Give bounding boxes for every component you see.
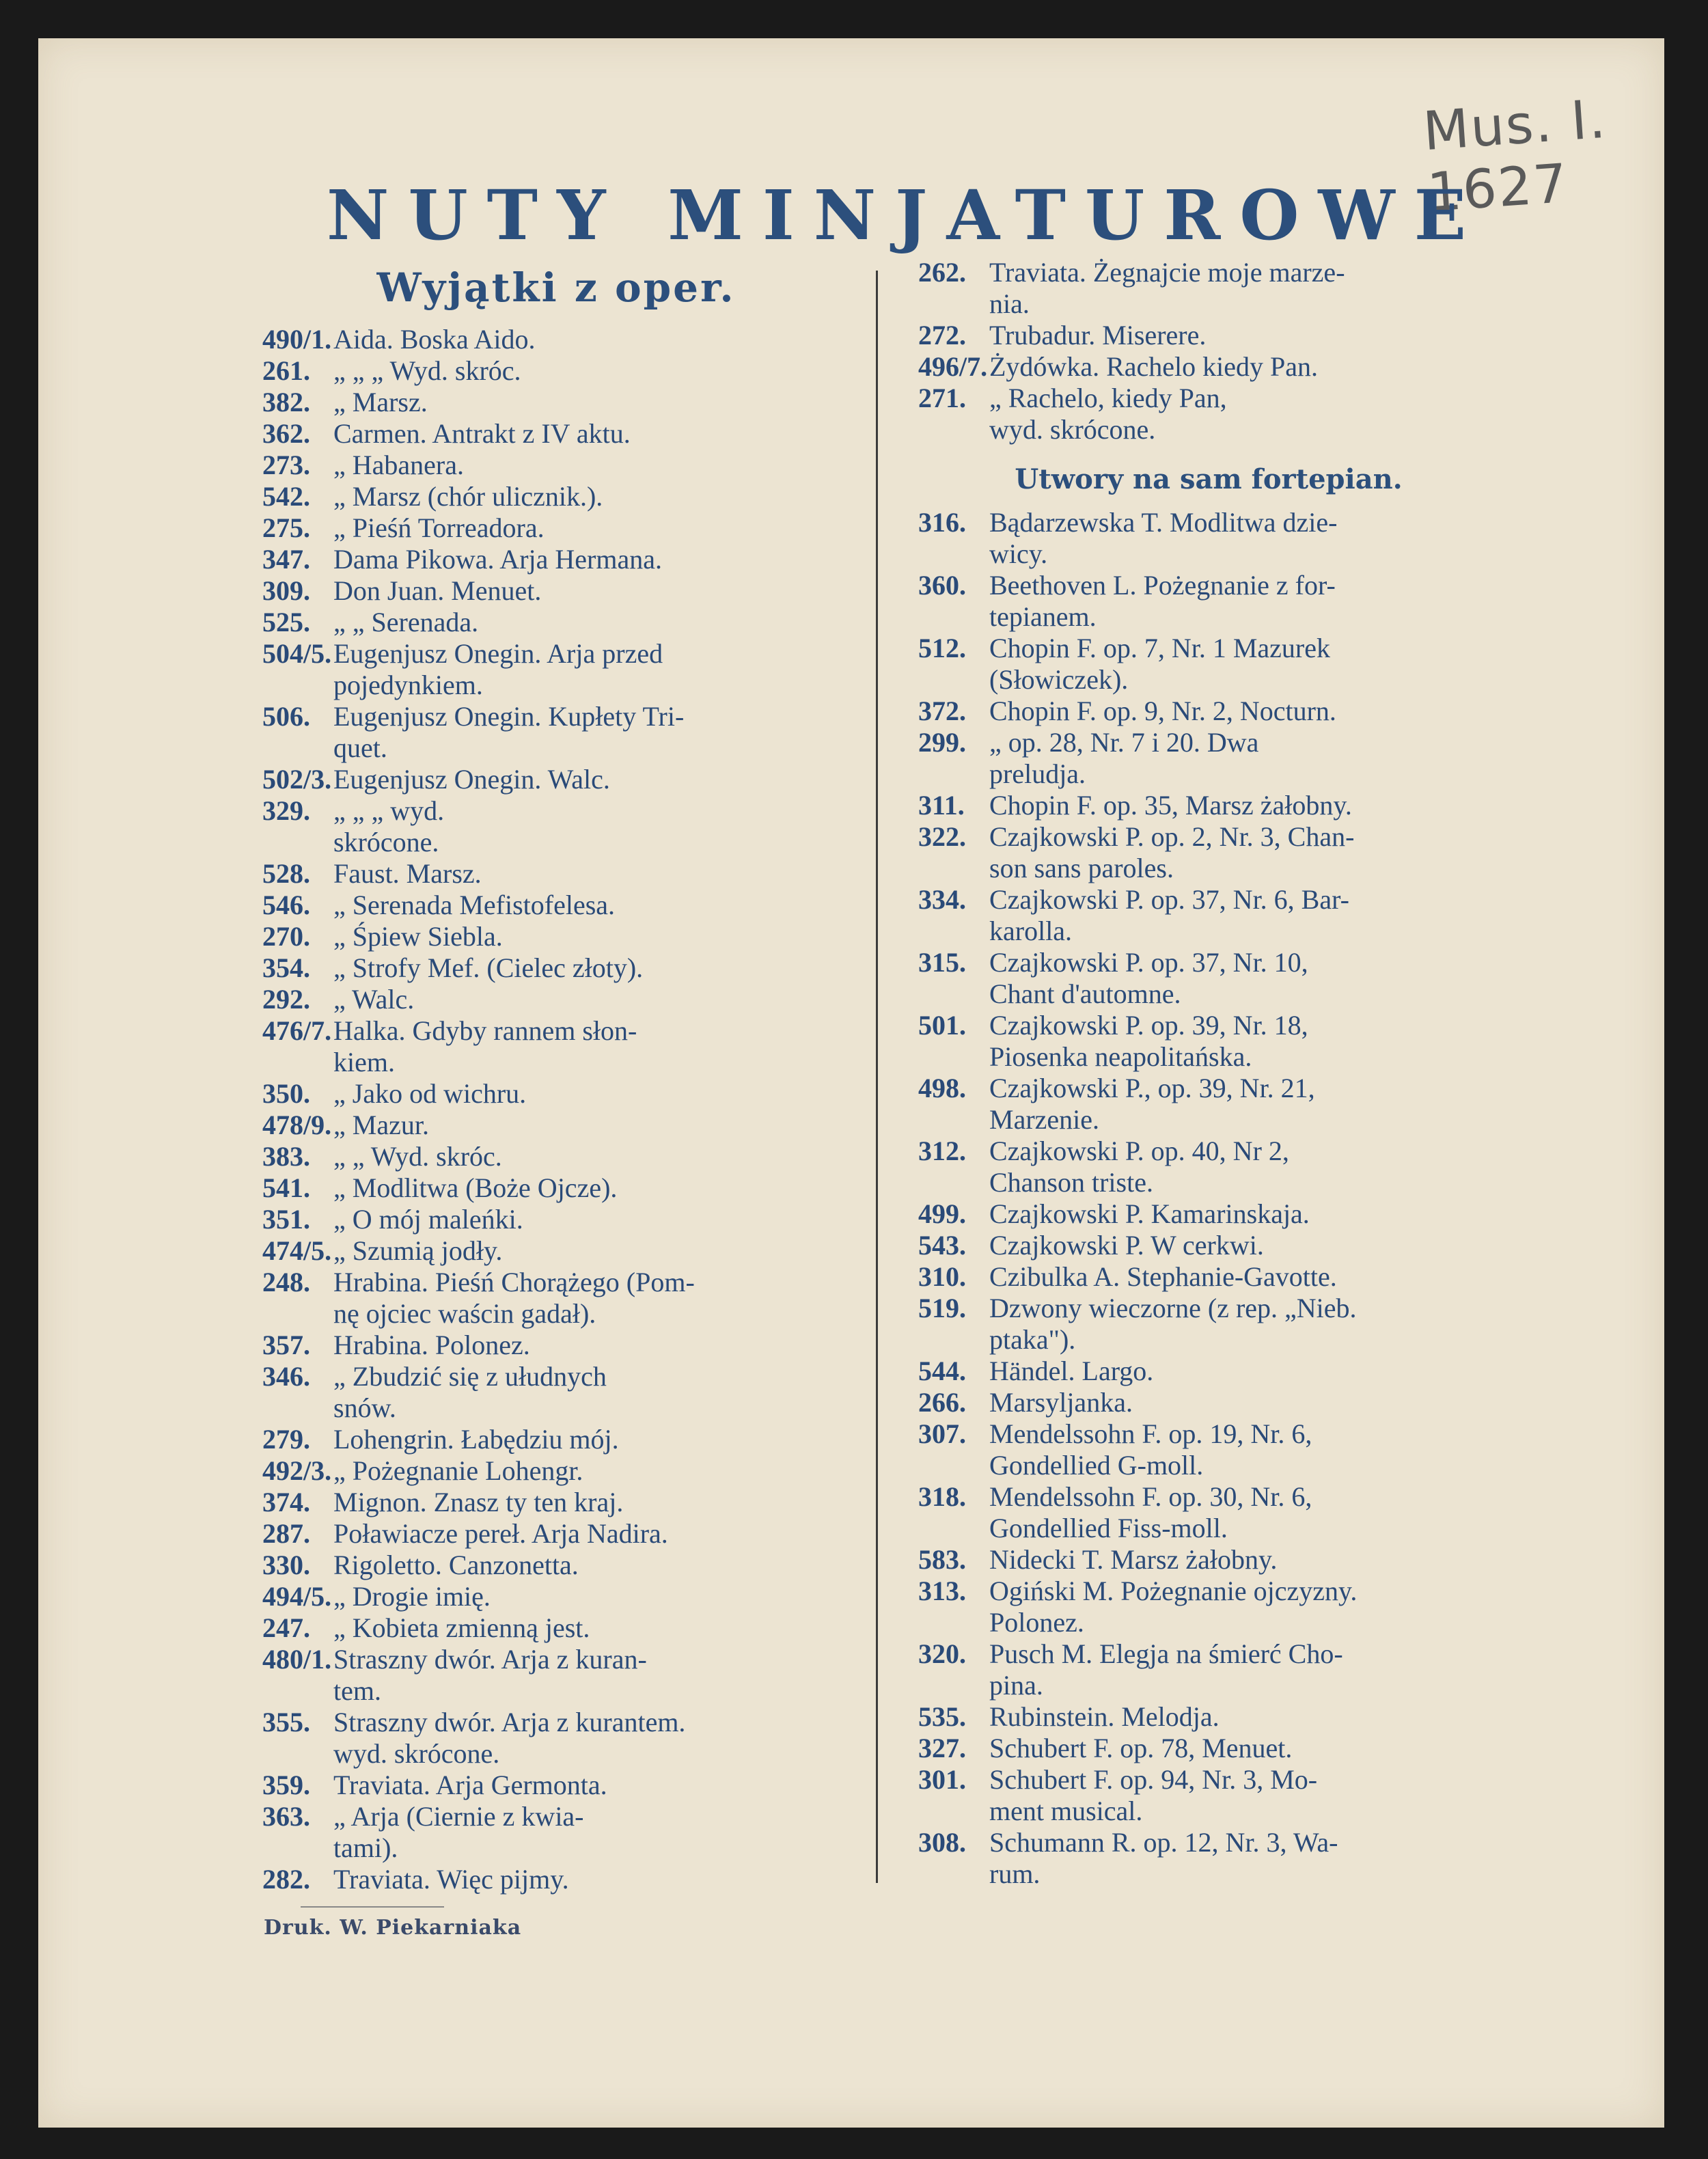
- catalog-number: 261.: [262, 355, 310, 386]
- catalog-number: 273.: [262, 450, 310, 480]
- catalog-title: pina.: [989, 1670, 1043, 1701]
- catalog-title: „ Modlitwa (Boże Ojcze).: [333, 1172, 618, 1203]
- catalog-title: Schumann R. op. 12, Nr. 3, Wa-: [989, 1827, 1338, 1858]
- catalog-title: kiem.: [333, 1047, 395, 1077]
- catalog-title: Trubadur. Miserere.: [989, 320, 1207, 350]
- catalog-number: 287.: [262, 1518, 310, 1549]
- catalog-entry-continuation: [918, 916, 1499, 947]
- catalog-number: 383.: [262, 1141, 310, 1172]
- catalog-number: 312.: [918, 1136, 966, 1166]
- catalog-number: 247.: [262, 1612, 310, 1643]
- catalog-title: nia.: [989, 288, 1030, 319]
- catalog-entry: [262, 575, 850, 607]
- catalog-entry: [262, 858, 850, 890]
- catalog-entry: [918, 727, 1499, 758]
- catalog-entry: [262, 1581, 850, 1612]
- catalog-entry: [262, 607, 850, 638]
- catalog-title: son sans paroles.: [989, 853, 1174, 883]
- catalog-entry-continuation: [918, 664, 1499, 696]
- catalog-title: Czajkowski P. op. 40, Nr 2,: [989, 1136, 1289, 1166]
- catalog-number: 318.: [918, 1481, 966, 1512]
- piano-works-list: [918, 507, 1499, 1890]
- catalog-title: Rubinstein. Melodja.: [989, 1701, 1220, 1732]
- catalog-title: skrócone.: [333, 827, 439, 857]
- catalog-entry: [262, 355, 850, 387]
- column-divider: [876, 271, 878, 1883]
- catalog-number: 307.: [918, 1418, 966, 1449]
- opera-excerpts-list: [262, 324, 850, 1895]
- catalog-title: „ Walc.: [333, 984, 415, 1015]
- catalog-entry: [918, 696, 1499, 727]
- catalog-number: 541.: [262, 1172, 310, 1203]
- catalog-title: Dama Pikowa. Arja Hermana.: [333, 544, 662, 575]
- catalog-entry-continuation: [918, 1324, 1499, 1356]
- catalog-number: 279.: [262, 1424, 310, 1455]
- catalog-title: Chopin F. op. 35, Marsz żałobny.: [989, 790, 1352, 821]
- catalog-number: 359.: [262, 1770, 310, 1800]
- catalog-title: Carmen. Antrakt z IV aktu.: [333, 418, 631, 449]
- catalog-entry: [918, 1764, 1499, 1796]
- catalog-number: 476/7.: [262, 1015, 332, 1046]
- catalog-entry-continuation: [262, 1738, 850, 1770]
- catalog-number: 502/3.: [262, 764, 332, 795]
- catalog-title: wicy.: [989, 538, 1048, 569]
- catalog-title: Schubert F. op. 78, Menuet.: [989, 1733, 1293, 1763]
- catalog-entry-continuation: [262, 732, 850, 764]
- catalog-number: 350.: [262, 1078, 310, 1109]
- catalog-entry: [262, 1110, 850, 1141]
- catalog-number: 535.: [918, 1701, 966, 1732]
- catalog-entry: [262, 890, 850, 921]
- catalog-entry: [262, 418, 850, 450]
- catalog-title: Faust. Marsz.: [333, 858, 482, 889]
- catalog-entry-continuation: [918, 538, 1499, 570]
- catalog-entry: [918, 351, 1499, 383]
- catalog-entry: [918, 257, 1499, 288]
- catalog-entry: [918, 633, 1499, 664]
- catalog-entry-continuation: [918, 1858, 1499, 1890]
- catalog-title: „ O mój maleńki.: [333, 1204, 523, 1235]
- catalog-entry: [262, 1770, 850, 1801]
- catalog-title: Czajkowski P. op. 39, Nr. 18,: [989, 1010, 1308, 1041]
- catalog-entry: [262, 1864, 850, 1895]
- catalog-title: Mendelssohn F. op. 30, Nr. 6,: [989, 1481, 1312, 1512]
- catalog-entry: [918, 1010, 1499, 1041]
- catalog-title: „ Serenada Mefistofelesa.: [333, 890, 616, 920]
- catalog-number: 494/5.: [262, 1581, 332, 1612]
- catalog-entry: [918, 1387, 1499, 1418]
- catalog-entry: [918, 570, 1499, 601]
- catalog-title: „ Drogie imię.: [333, 1581, 491, 1612]
- catalog-entry-continuation: [918, 978, 1499, 1010]
- catalog-title: Eugenjusz Onegin. Kupłety Tri-: [333, 701, 685, 732]
- catalog-entry: [262, 1487, 850, 1518]
- catalog-number: 528.: [262, 858, 310, 889]
- catalog-title: Czibulka A. Stephanie-Gavotte.: [989, 1261, 1337, 1292]
- catalog-title: quet.: [333, 732, 387, 763]
- catalog-title: Traviata. Arja Germonta.: [333, 1770, 607, 1800]
- catalog-title: „ Jako od wichru.: [333, 1078, 527, 1109]
- catalog-title: Bądarzewska T. Modlitwa dzie-: [989, 507, 1338, 538]
- catalog-number: 583.: [918, 1544, 966, 1575]
- catalog-title: ptaka").: [989, 1324, 1076, 1355]
- catalog-entry-continuation: [918, 1513, 1499, 1544]
- catalog-number: 498.: [918, 1073, 966, 1103]
- catalog-title: tepianem.: [989, 601, 1097, 632]
- catalog-entry: [262, 1707, 850, 1738]
- catalog-number: 546.: [262, 890, 310, 920]
- catalog-entry-continuation: [262, 827, 850, 858]
- opera-excerpts-column: [262, 257, 850, 1895]
- catalog-entry: [262, 1330, 850, 1361]
- catalog-title: Rigoletto. Canzonetta.: [333, 1550, 579, 1580]
- catalog-entry: [262, 638, 850, 670]
- catalog-entry: [918, 884, 1499, 916]
- opera-excerpts-continued-list: [918, 257, 1499, 445]
- catalog-entry: [262, 1361, 850, 1392]
- catalog-title: Mendelssohn F. op. 19, Nr. 6,: [989, 1418, 1312, 1449]
- catalog-entry: [262, 1455, 850, 1487]
- catalog-entry: [262, 1518, 850, 1550]
- catalog-entry: [262, 1267, 850, 1298]
- catalog-title: Czajkowski P. op. 2, Nr. 3, Chan-: [989, 821, 1355, 852]
- catalog-title: preludja.: [989, 758, 1086, 789]
- catalog-entry: [262, 450, 850, 481]
- catalog-entry: [918, 1356, 1499, 1387]
- catalog-entry-continuation: [262, 1047, 850, 1078]
- catalog-title: Czajkowski P. op. 37, Nr. 6, Bar-: [989, 884, 1349, 915]
- catalog-title: Händel. Largo.: [989, 1356, 1154, 1386]
- catalog-entry-continuation: [262, 1298, 850, 1330]
- catalog-title: Eugenjusz Onegin. Arja przed: [333, 638, 663, 669]
- catalog-entry-continuation: [918, 1104, 1499, 1136]
- catalog-number: 327.: [918, 1733, 966, 1763]
- catalog-entry-continuation: [918, 1041, 1499, 1073]
- catalog-number: 506.: [262, 701, 310, 732]
- catalog-title: Dzwony wieczorne (z rep. „Nieb.: [989, 1293, 1357, 1323]
- catalog-title: Poławiacze pereł. Arja Nadira.: [333, 1518, 668, 1549]
- catalog-entry: [262, 387, 850, 418]
- catalog-number: 311.: [918, 790, 965, 821]
- catalog-entry-continuation: [262, 1832, 850, 1864]
- piano-works-column: [918, 257, 1499, 1890]
- catalog-title: Traviata. Żegnajcie moje marze-: [989, 257, 1345, 288]
- piano-works-heading: Utwory na sam fortepian.: [1015, 463, 1403, 495]
- catalog-number: 357.: [262, 1330, 310, 1360]
- catalog-title: Czajkowski P. op. 37, Nr. 10,: [989, 947, 1308, 978]
- catalog-entry: [918, 1733, 1499, 1764]
- catalog-number: 374.: [262, 1487, 310, 1517]
- catalog-number: 308.: [918, 1827, 966, 1858]
- catalog-number: 330.: [262, 1550, 310, 1580]
- catalog-title: „ Kobieta zmienną jest.: [333, 1612, 590, 1643]
- catalog-title: Chopin F. op. 9, Nr. 2, Nocturn.: [989, 696, 1336, 726]
- catalog-number: 292.: [262, 984, 310, 1015]
- opera-excerpts-heading: Wyjątki z oper.: [376, 264, 736, 311]
- catalog-title: Czajkowski P. Kamarinskaja.: [989, 1198, 1310, 1229]
- catalog-number: 363.: [262, 1801, 310, 1832]
- catalog-number: 504/5.: [262, 638, 332, 669]
- catalog-entry-continuation: [918, 758, 1499, 790]
- catalog-title: Nidecki T. Marsz żałobny.: [989, 1544, 1278, 1575]
- catalog-title: „ Zbudzić się z ułudnych: [333, 1361, 607, 1392]
- catalog-title: Czajkowski P. W cerkwi.: [989, 1230, 1264, 1261]
- catalog-entry: [262, 1424, 850, 1455]
- catalog-entry-continuation: [918, 1670, 1499, 1701]
- catalog-title: „ Pożegnanie Lohengr.: [333, 1455, 583, 1486]
- catalog-entry: [918, 383, 1499, 414]
- catalog-title: Gondellied Fiss-moll.: [989, 1513, 1228, 1543]
- catalog-entry: [262, 512, 850, 544]
- catalog-entry: [262, 921, 850, 952]
- catalog-number: 543.: [918, 1230, 966, 1261]
- catalog-entry: [262, 1235, 850, 1267]
- catalog-title: „ „ Wyd. skróc.: [333, 1141, 502, 1172]
- catalog-entry-continuation: [918, 601, 1499, 633]
- catalog-number: 501.: [918, 1010, 966, 1041]
- catalog-title: karolla.: [989, 916, 1073, 946]
- catalog-entry: [262, 1644, 850, 1675]
- catalog-entry: [918, 1293, 1499, 1324]
- catalog-title: pojedynkiem.: [333, 670, 483, 700]
- catalog-title: Marsyljanka.: [989, 1387, 1133, 1418]
- catalog-title: „ op. 28, Nr. 7 i 20. Dwa: [989, 727, 1259, 758]
- catalog-entry: [918, 1638, 1499, 1670]
- catalog-number: 512.: [918, 633, 966, 663]
- catalog-number: 322.: [918, 821, 966, 852]
- catalog-entry: [262, 544, 850, 575]
- catalog-title: „ Śpiew Siebla.: [333, 921, 503, 952]
- catalog-entry: [918, 821, 1499, 853]
- catalog-title: nę ojciec waścin gadał).: [333, 1298, 596, 1329]
- catalog-entry: [918, 1544, 1499, 1576]
- catalog-entry-continuation: [918, 1167, 1499, 1198]
- catalog-title: Straszny dwór. Arja z kuran-: [333, 1644, 647, 1675]
- catalog-title: Traviata. Więc pijmy.: [333, 1864, 569, 1895]
- catalog-entry: [918, 790, 1499, 821]
- catalog-title: Schubert F. op. 94, Nr. 3, Mo-: [989, 1764, 1318, 1795]
- catalog-entry-continuation: [918, 1450, 1499, 1481]
- catalog-number: 372.: [918, 696, 966, 726]
- catalog-number: 346.: [262, 1361, 310, 1392]
- catalog-number: 315.: [918, 947, 966, 978]
- catalog-entry: [262, 764, 850, 795]
- catalog-title: rum.: [989, 1858, 1041, 1889]
- catalog-entry: [262, 1015, 850, 1047]
- catalog-entry: [262, 1141, 850, 1172]
- catalog-entry: [262, 481, 850, 512]
- catalog-number: 544.: [918, 1356, 966, 1386]
- catalog-title: „ Szumią jodły.: [333, 1235, 503, 1266]
- catalog-entry: [918, 1576, 1499, 1607]
- catalog-entry: [918, 1073, 1499, 1104]
- catalog-entry: [918, 1701, 1499, 1733]
- catalog-number: 490/1.: [262, 324, 332, 355]
- catalog-number: 320.: [918, 1638, 966, 1669]
- catalog-number: 313.: [918, 1576, 966, 1606]
- catalog-title: Aida. Boska Aido.: [333, 324, 536, 355]
- catalog-title: Chanson triste.: [989, 1167, 1153, 1198]
- catalog-title: tami).: [333, 1832, 398, 1863]
- catalog-number: 301.: [918, 1764, 966, 1795]
- catalog-title: „ „ Serenada.: [333, 607, 479, 637]
- catalog-entry: [262, 984, 850, 1015]
- catalog-number: 282.: [262, 1864, 310, 1895]
- catalog-title: Czajkowski P., op. 39, Nr. 21,: [989, 1073, 1315, 1103]
- catalog-number: 382.: [262, 387, 310, 417]
- catalog-title: tem.: [333, 1675, 381, 1706]
- catalog-number: 299.: [918, 727, 966, 758]
- catalog-number: 355.: [262, 1707, 310, 1737]
- page-title: NUTY MINJATUROWE: [327, 175, 1485, 256]
- catalog-title: „ Arja (Ciernie z kwia-: [333, 1801, 584, 1832]
- catalog-entry: [262, 952, 850, 984]
- catalog-entry: [918, 1261, 1499, 1293]
- shelfmark-annotation: Mus. I. 1627: [1421, 88, 1609, 224]
- catalog-title: Ogiński M. Pożegnanie ojczyzny.: [989, 1576, 1358, 1606]
- catalog-number: 496/7.: [918, 351, 988, 382]
- catalog-title: „ Marsz.: [333, 387, 428, 417]
- catalog-title: Mignon. Znasz ty ten kraj.: [333, 1487, 624, 1517]
- catalog-title: Lohengrin. Łabędziu mój.: [333, 1424, 619, 1455]
- catalog-entry-continuation: [918, 288, 1499, 320]
- catalog-entry: [918, 1198, 1499, 1230]
- catalog-entry: [262, 1078, 850, 1110]
- catalog-entry: [262, 795, 850, 827]
- catalog-title: (Słowiczek).: [989, 664, 1129, 695]
- catalog-number: 316.: [918, 507, 966, 538]
- catalog-title: Halka. Gdyby rannem słon-: [333, 1015, 637, 1046]
- catalog-title: „ „ „ Wyd. skróc.: [333, 355, 521, 386]
- catalog-number: 266.: [918, 1387, 966, 1418]
- catalog-title: Beethoven L. Pożegnanie z for-: [989, 570, 1336, 601]
- catalog-number: 474/5.: [262, 1235, 332, 1266]
- catalog-title: Piosenka neapolitańska.: [989, 1041, 1252, 1072]
- catalog-title: „ Habanera.: [333, 450, 464, 480]
- catalog-title: „ „ „ wyd.: [333, 795, 445, 826]
- catalog-title: Eugenjusz Onegin. Walc.: [333, 764, 610, 795]
- catalog-number: 248.: [262, 1267, 310, 1297]
- catalog-entry: [918, 507, 1499, 538]
- catalog-entry-continuation: [262, 670, 850, 701]
- catalog-entry: [918, 1418, 1499, 1450]
- printer-credit: Druk. W. Piekarniaka: [264, 1916, 522, 1940]
- catalog-entry: [262, 1204, 850, 1235]
- catalog-title: wyd. skrócone.: [333, 1738, 500, 1769]
- catalog-number: 275.: [262, 512, 310, 543]
- catalog-entry-continuation: [918, 1796, 1499, 1827]
- catalog-entry: [262, 1172, 850, 1204]
- catalog-title: Hrabina. Pieśń Chorążego (Pom-: [333, 1267, 695, 1297]
- catalog-entry-continuation: [918, 853, 1499, 884]
- catalog-entry: [262, 1801, 850, 1832]
- catalog-title: Polonez.: [989, 1607, 1084, 1638]
- catalog-title: „ Strofy Mef. (Cielec złoty).: [333, 952, 644, 983]
- catalog-number: 329.: [262, 795, 310, 826]
- catalog-entry: [262, 324, 850, 355]
- catalog-entry-continuation: [918, 414, 1499, 445]
- catalog-title: Don Juan. Menuet.: [333, 575, 542, 606]
- catalog-number: 542.: [262, 481, 310, 512]
- catalog-entry-continuation: [918, 1607, 1499, 1638]
- catalog-title: ment musical.: [989, 1796, 1143, 1826]
- catalog-number: 480/1.: [262, 1644, 332, 1675]
- catalog-title: Hrabina. Polonez.: [333, 1330, 530, 1360]
- catalog-entry-continuation: [262, 1675, 850, 1707]
- catalog-number: 499.: [918, 1198, 966, 1229]
- printer-rule: [301, 1906, 444, 1908]
- catalog-number: 270.: [262, 921, 310, 952]
- catalog-number: 519.: [918, 1293, 966, 1323]
- catalog-title: Chant d'automne.: [989, 978, 1181, 1009]
- catalog-entry: [918, 947, 1499, 978]
- catalog-title: „ Mazur.: [333, 1110, 429, 1140]
- catalog-entry: [262, 1550, 850, 1581]
- catalog-entry: [918, 320, 1499, 351]
- catalog-title: wyd. skrócone.: [989, 414, 1156, 445]
- catalog-number: 351.: [262, 1204, 310, 1235]
- catalog-entry: [918, 1481, 1499, 1513]
- catalog-number: 525.: [262, 607, 310, 637]
- catalog-title: Gondellied G-moll.: [989, 1450, 1204, 1481]
- catalog-number: 309.: [262, 575, 310, 606]
- catalog-entry-continuation: [262, 1392, 850, 1424]
- catalog-title: Żydówka. Rachelo kiedy Pan.: [989, 351, 1318, 382]
- catalog-title: Straszny dwór. Arja z kurantem.: [333, 1707, 686, 1737]
- catalog-entry: [918, 1827, 1499, 1858]
- catalog-title: „ Marsz (chór ulicznik.).: [333, 481, 603, 512]
- catalog-title: „ Rachelo, kiedy Pan,: [989, 383, 1227, 413]
- catalog-entry: [262, 1612, 850, 1644]
- catalog-number: 492/3.: [262, 1455, 332, 1486]
- catalog-number: 271.: [918, 383, 966, 413]
- catalog-entry: [262, 701, 850, 732]
- catalog-number: 272.: [918, 320, 966, 350]
- catalog-number: 360.: [918, 570, 966, 601]
- catalog-number: 347.: [262, 544, 310, 575]
- catalog-entry: [918, 1136, 1499, 1167]
- catalog-number: 478/9.: [262, 1110, 332, 1140]
- catalog-number: 362.: [262, 418, 310, 449]
- catalog-number: 354.: [262, 952, 310, 983]
- catalog-title: „ Pieśń Torreadora.: [333, 512, 545, 543]
- catalog-title: snów.: [333, 1392, 396, 1423]
- catalog-title: Marzenie.: [989, 1104, 1100, 1135]
- catalog-title: Chopin F. op. 7, Nr. 1 Mazurek: [989, 633, 1330, 663]
- catalog-entry: [918, 1230, 1499, 1261]
- catalog-number: 310.: [918, 1261, 966, 1292]
- catalog-title: Pusch M. Elegja na śmierć Cho-: [989, 1638, 1343, 1669]
- catalog-number: 262.: [918, 257, 966, 288]
- catalog-number: 334.: [918, 884, 966, 915]
